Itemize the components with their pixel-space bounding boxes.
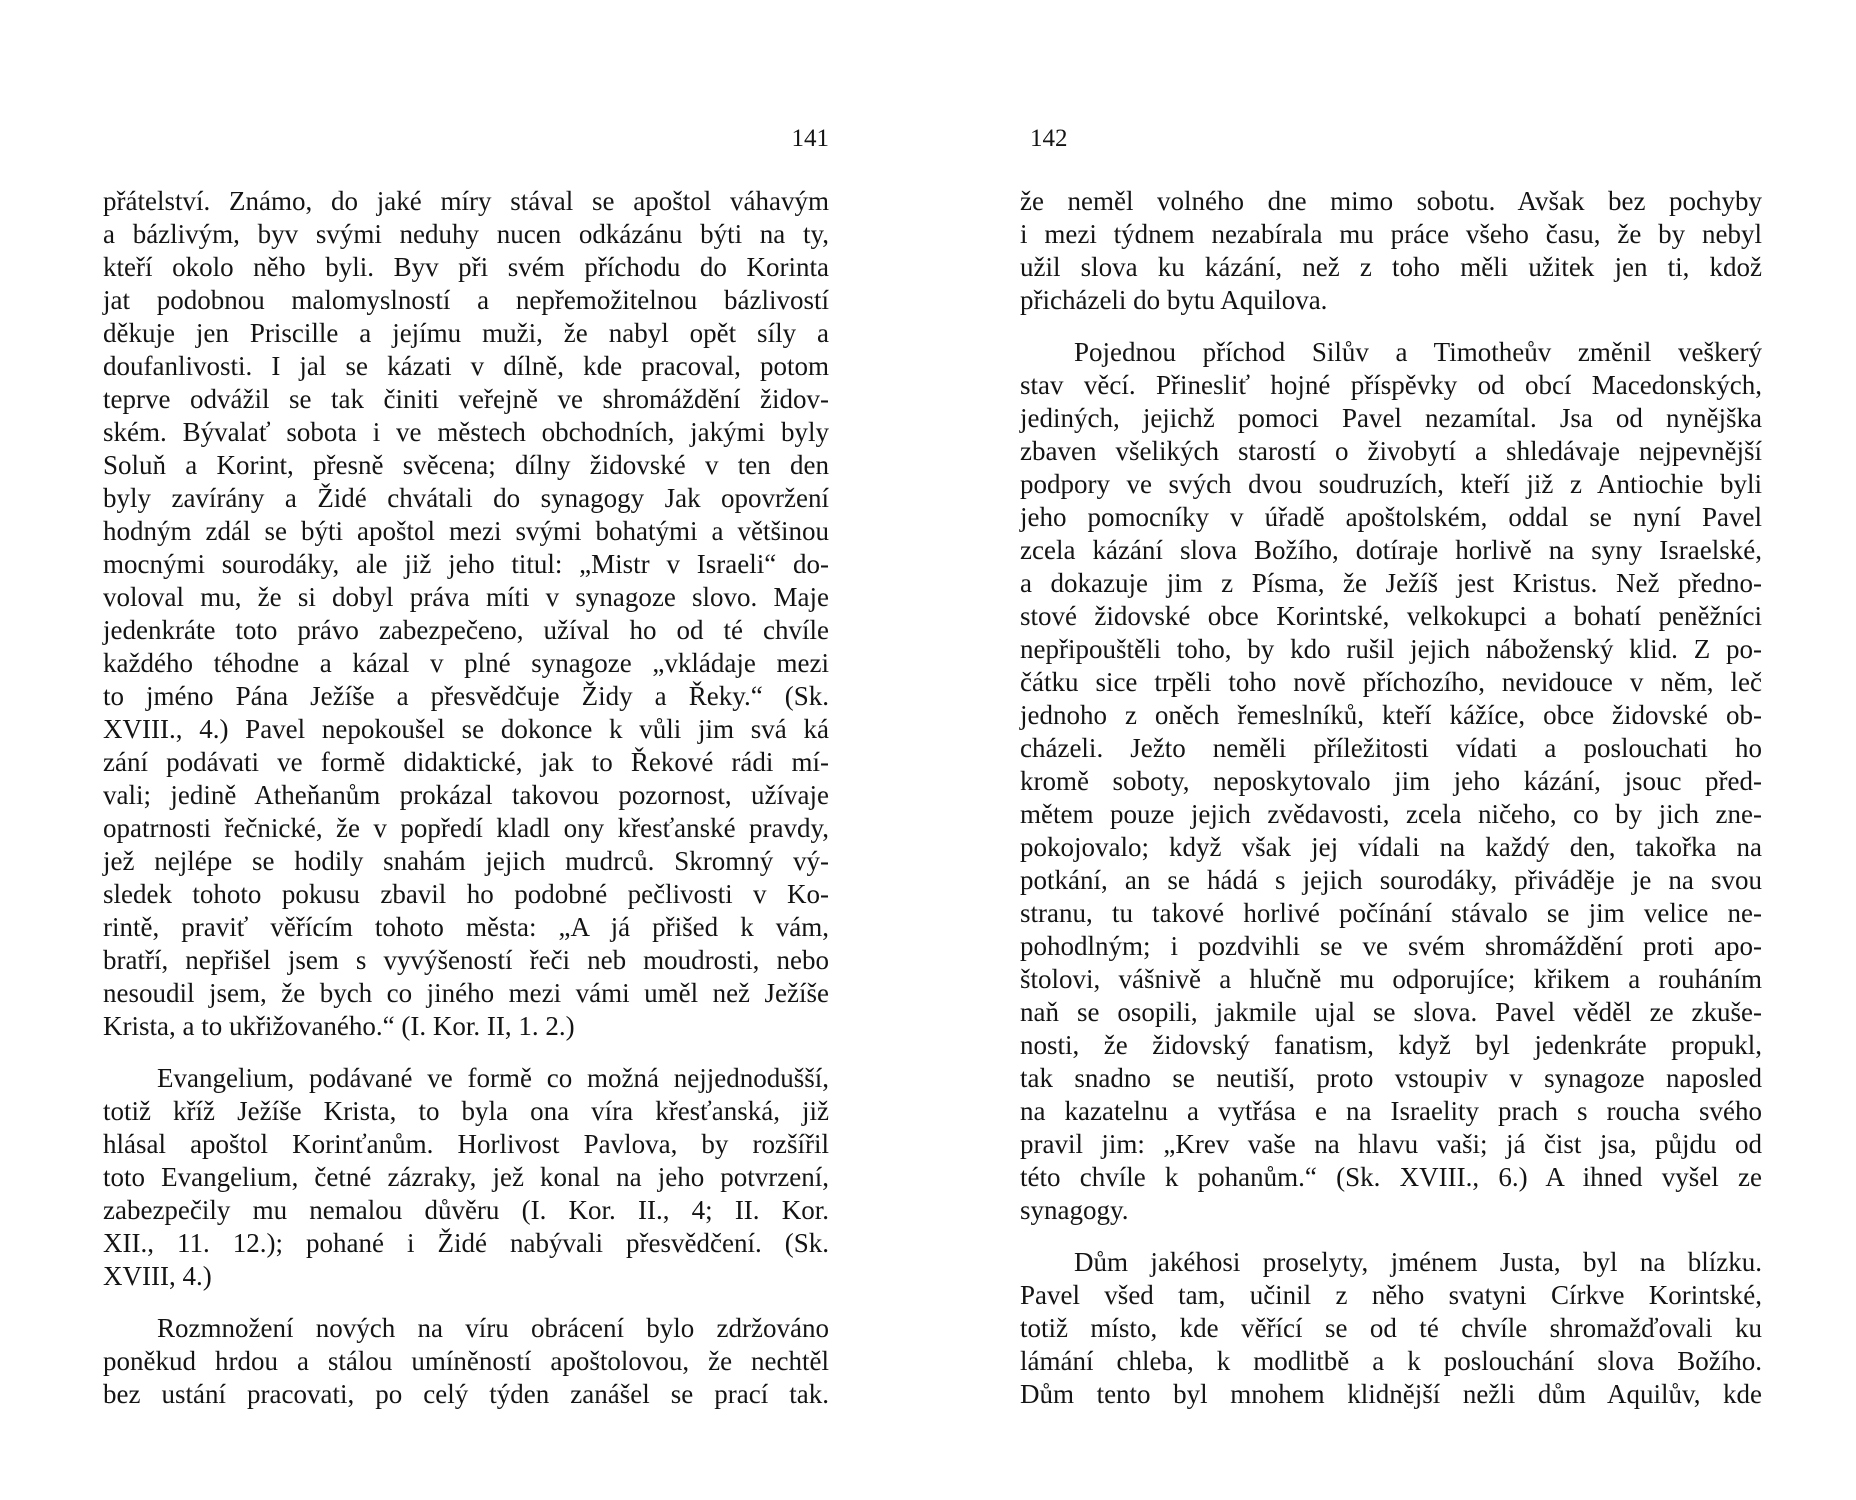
page-number: 142 [1030,125,1068,152]
text-line: naň se osopili, jakmile ujal se slova. Pavel věděl ze zkuše- [1020,997,1762,1027]
text-line: mětem pouze jejich zvědavosti, zcela ničeho, co by jich zne- [1020,799,1762,829]
text-line: nesoudil jsem, že bych co jiného mezi vámi uměl než Ježíše [103,978,829,1008]
text-line: přátelství. Známo, do jaké míry stával se apoštol váhavým [103,186,829,216]
text-line: bez ustání pracovati, po celý týden zanášel se prací tak. [103,1379,829,1409]
page-number: 141 [791,125,829,152]
paragraph [1020,1246,1762,1411]
text-line: synagogy. [1020,1195,1129,1225]
text-line: štolovi, vášnivě a hlučně mu odporujíce; křikem a rouháním [1020,964,1762,994]
text-line: Dům tento byl mnohem klidnější nežli dům Aquilův, kde [1020,1379,1762,1409]
text-line: totiž kříž Ježíše Krista, to byla ona víra křesťanská, již [103,1096,829,1126]
text-line: toto Evangelium, četné zázraky, jež konal na jeho potvrzení, [103,1162,829,1192]
text-line: hodným zdál se býti apoštol mezi svými bohatými a většinou [103,516,829,546]
text-line: jeho pomocníky v úřadě apoštolském, oddal se nyní Pavel [1020,502,1762,532]
text-line: sledek tohoto pokusu zbavil ho podobné pečlivosti v Ko- [103,879,829,909]
text-line: Krista, a to ukřižovaného.“ (I. Kor. II, 1. 2.) [103,1011,575,1041]
text-line: teprve odvážil se tak činiti veřejně ve shromáždění židov- [103,384,829,414]
text-line: XII., 11. 12.); pohané i Židé nabývali přesvědčení. (Sk. [103,1228,829,1258]
text-line: užil slova ku kázání, než z toho měli užitek jen ti, kdož [1020,252,1762,282]
text-line: stranu, tu takové horlivé počínání stávalo se jim velice ne- [1020,898,1762,928]
text-line: a bázlivým, byv svými neduhy nucen odkázánu býti na ty, [103,219,829,249]
paragraph [103,1062,829,1293]
text-line: Soluň a Korint, přesně svěcena; dílny židovské v ten den [103,450,829,480]
text-line: opatrnosti řečnické, že v popředí kladl ony křesťanské pravdy, [103,813,829,843]
text-line: to jméno Pána Ježíše a přesvědčuje Židy a Řeky.“ (Sk. [103,681,829,711]
text-line: Pojednou příchod Silův a Timotheův změnil veškerý [1074,337,1762,367]
paragraph [103,185,829,1043]
text-line: kteří okolo něho byli. Byv při svém příchodu do Korinta [103,252,829,282]
text-line: této chvíle k pohanům.“ (Sk. XVIII., 6.) A ihned vyšel ze [1020,1162,1762,1192]
text-line: čátku sice trpěli toho nově příchozího, nevidouce v něm, leč [1020,667,1762,697]
paragraph [1020,185,1762,317]
text-line: XVIII, 4.) [103,1261,212,1291]
text-line: Rozmnožení nových na víru obrácení bylo zdržováno [157,1313,829,1343]
text-line: nosti, že židovský fanatism, když byl jedenkráte propukl, [1020,1030,1762,1060]
text-line: každého téhodne a kázal v plné synagoze „vkládaje mezi [103,648,829,678]
text-line: zcela kázání slova Božího, dotíraje horlivě na syny Israelské, [1020,535,1762,565]
text-line: pohodlným; i pozdvihli se ve svém shromáždění proti apo- [1020,931,1762,961]
text-line: jež nejlépe se hodily snahám jejich mudrců. Skromný vý- [103,846,829,876]
text-line: pokojovalo; když však jej vídali na každý den, takořka na [1020,832,1762,862]
text-line: přicházeli do bytu Aquilova. [1020,285,1328,315]
text-line: a dokazuje jim z Písma, že Ježíš jest Kristus. Než předno- [1020,568,1762,598]
text-line: byly zavírány a Židé chvátali do synagogy Jak opovržení [103,483,829,513]
text-line: stové židovské obce Korintské, velkokupci a bohatí peněžníci [1020,601,1762,631]
text-line: podpory ve svých dvou soudruzích, kteří již z Antiochie byli [1020,469,1762,499]
text-line: voloval mu, že si dobyl práva míti v synagoze slovo. Maje [103,582,829,612]
text-line: nepřipouštěli toho, by kdo rušil jejich náboženský klid. Z po- [1020,634,1762,664]
text-line: lámání chleba, k modlitbě a k poslouchání slova Božího. [1020,1346,1762,1376]
paragraph [1020,336,1762,1227]
text-line: jedenkráte toto právo zabezpečeno, užíval ho od té chvíle [103,615,829,645]
text-line: stav věcí. Přinesliť hojné příspěvky od obcí Macedonských, [1020,370,1762,400]
text-line: že neměl volného dne mimo sobotu. Avšak bez pochyby [1020,186,1762,216]
text-line: potkání, an se hádá s jejich sourodáky, přiváděje je na svou [1020,865,1762,895]
text-line: totiž místo, kde věřící se od té chvíle shromažďovali ku [1020,1313,1762,1343]
text-line: bratří, nepřišel jsem s vyvýšeností řeči neb moudrosti, nebo [103,945,829,975]
text-column [1020,185,1762,1411]
text-line: i mezi týdnem nezabírala mu práce všeho času, že by nebyl [1020,219,1762,249]
text-line: na kazatelnu a vytřása e na Israelity prach s roucha svého [1020,1096,1762,1126]
right-page [928,0,1856,1500]
text-line: doufanlivosti. I jal se kázati v dílně, kde pracoval, potom [103,351,829,381]
text-line: kromě soboty, neposkytovalo jim jeho kázání, jsouc před- [1020,766,1762,796]
text-line: poněkud hrdou a stálou umíněností apoštolovou, že nechtěl [103,1346,829,1376]
text-line: hlásal apoštol Korinťanům. Horlivost Pavlova, by rozšířil [103,1129,829,1159]
text-line: Evangelium, podávané ve formě co možná nejjednodušší, [157,1063,829,1093]
text-line: pravil jim: „Krev vaše na hlavu vaši; já čist jsa, půjdu od [1020,1129,1762,1159]
text-line: XVIII., 4.) Pavel nepokoušel se dokonce k vůli jim svá ká [103,714,829,744]
text-column [103,185,829,1411]
text-line: zbaven všelikých starostí o živobytí a shledávaje nejpevnější [1020,436,1762,466]
text-line: zání podávati ve formě didaktické, jak to Řekové rádi mí- [103,747,829,777]
paragraph [103,1312,829,1411]
text-line: cházeli. Ježto neměli příležitosti vídati a poslouchati ho [1020,733,1762,763]
text-line: Dům jakéhosi proselyty, jménem Justa, byl na blízku. [1074,1247,1762,1277]
text-line: tak snadno se neutiší, proto vstoupiv v synagoze naposled [1020,1063,1762,1093]
text-line: zabezpečily mu nemalou důvěru (I. Kor. II., 4; II. Kor. [103,1195,829,1225]
text-line: ském. Bývalať sobota i ve městech obchodních, jakými byly [103,417,829,447]
text-line: jat podobnou malomyslností a nepřemožitelnou bázlivostí [103,285,829,315]
text-line: rintě, praviť věřícím tohoto města: „A já přišed k vám, [103,912,829,942]
text-line: mocnými sourodáky, ale již jeho titul: „Mistr v Israeli“ do- [103,549,829,579]
text-line: děkuje jen Priscille a jejímu muži, že nabyl opět síly a [103,318,829,348]
text-line: vali; jedině Atheňanům prokázal takovou pozornost, užívaje [103,780,829,810]
text-line: jednoho z oněch řemeslníků, kteří kážíce, obce židovské ob- [1020,700,1762,730]
text-line: jediných, jejichž pomoci Pavel nezamítal. Jsa od nynějška [1020,403,1762,433]
text-line: Pavel všed tam, učinil z něho svatyni Církve Korintské, [1020,1280,1762,1310]
